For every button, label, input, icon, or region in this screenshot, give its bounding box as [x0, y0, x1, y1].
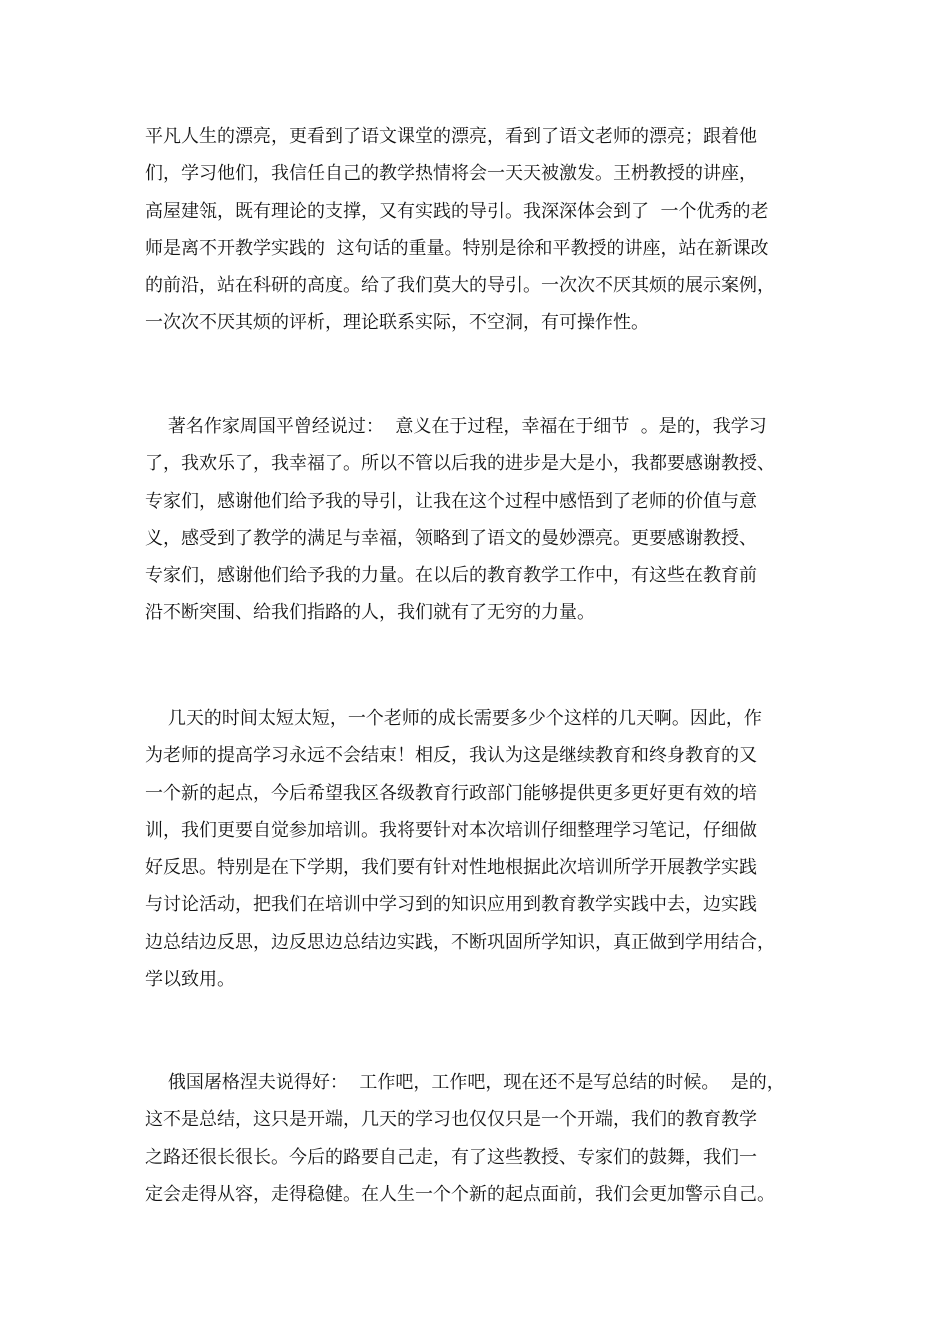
- paragraph-4: [145, 1064, 825, 1213]
- text-line: 为老师的提高学习永远不会结束！相反，我认为这是继续教育和终身教育的又: [145, 745, 757, 767]
- paragraph-3: [145, 700, 825, 998]
- paragraph-1: [145, 118, 825, 342]
- text-line: 边总结边反思，边反思边总结边实践，不断巩固所学知识，真正做到学用结合，: [145, 931, 775, 953]
- text-line: 俄国屠格涅夫说得好： 工作吧，工作吧，现在还不是写总结的时候。 是的，: [145, 1072, 785, 1093]
- text-line: 定会走得从容，走得稳健。在人生一个个新的起点面前，我们会更加警示自己。: [145, 1183, 775, 1205]
- text-line: 几天的时间太短太短，一个老师的成长需要多少个这样的几天啊。因此，作: [145, 708, 762, 729]
- text-line: 义，感受到了教学的满足与幸福，领略到了语文的曼妙漂亮。更要感谢教授、: [145, 527, 757, 549]
- text-line: 著名作家周国平曾经说过： 意义在于过程，幸福在于细节 。是的，我学习: [145, 416, 767, 437]
- text-line: 师是离不开教学实践的 这句话的重量。特别是徐和平教授的讲座，站在新课改: [145, 237, 769, 259]
- text-line: 之路还很长很长。今后的路要自己走，有了这些教授、专家们的鼓舞，我们一: [145, 1146, 757, 1168]
- text-line: 的前沿，站在科研的高度。给了我们莫大的导引。一次次不厌其烦的展示案例，: [145, 275, 775, 297]
- text-line: 与讨论活动，把我们在培训中学习到的知识应用到教育教学实践中去，边实践: [145, 894, 757, 916]
- text-line: 好反思。特别是在下学期，我们要有针对性地根据此次培训所学开展教学实践: [145, 857, 757, 879]
- paragraph-2: [145, 408, 825, 632]
- text-line: 专家们，感谢他们给予我的力量。在以后的教育教学工作中，有这些在教育前: [145, 565, 757, 587]
- text-line: 沿不断突围、给我们指路的人，我们就有了无穷的力量。: [145, 602, 595, 624]
- text-line: 这不是总结，这只是开端，几天的学习也仅仅只是一个开端，我们的教育教学: [145, 1109, 757, 1131]
- text-line: 了，我欢乐了，我幸福了。所以不管以后我的进步是大是小，我都要感谢教授、: [145, 453, 775, 475]
- text-line: 学以致用。: [145, 969, 235, 991]
- text-line: 平凡人生的漂亮，更看到了语文课堂的漂亮，看到了语文老师的漂亮；跟着他: [145, 126, 757, 147]
- text-line: 训，我们更要自觉参加培训。我将要针对本次培训仔细整理学习笔记，仔细做: [145, 819, 757, 841]
- text-line: 们，学习他们，我信任自己的教学热情将会一天天被激发。王枬教授的讲座，: [145, 163, 757, 185]
- text-line: 一个新的起点，今后希望我区各级教育行政部门能够提供更多更好更有效的培: [145, 782, 757, 804]
- text-line: 高屋建瓴，既有理论的支撑，又有实践的导引。我深深体会到了 一个优秀的老: [145, 200, 769, 222]
- text-line: 一次次不厌其烦的评析，理论联系实际，不空洞，有可操作性。: [145, 312, 649, 334]
- text-line: 专家们，感谢他们给予我的导引，让我在这个过程中感悟到了老师的价值与意: [145, 490, 757, 512]
